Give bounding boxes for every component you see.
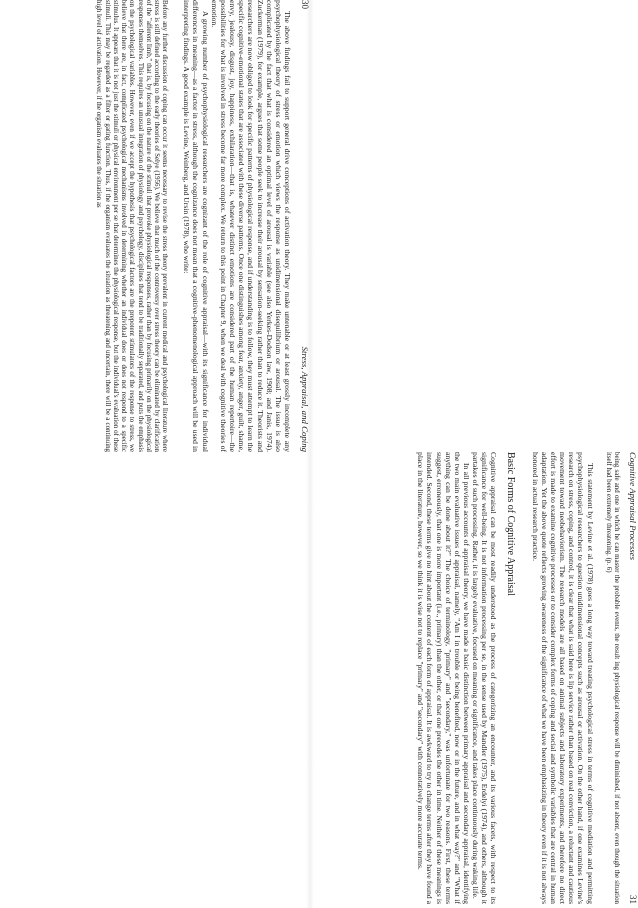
right-page (320, 452, 638, 904)
left-page (0, 0, 310, 452)
left-running-head (296, 0, 310, 452)
body-paragraph: In all previous accounts of appraisal theory, we have made a basic distinction between primary appraisal and secondary appraisal, identifying the two main evaluative issues of appraisal, namely, "Am I in trouble or being benefited, now or in the future, and in what way?" and "What if anything can be done about it?" The choice of terminology, "primary" and "secondary," was unfortunate for two reasons. First, these terms suggest, erroneously, that one is more important (i.e., primary) than the other, or that one precedes the other in time. Neither of these meanings is intended. Second, these terms give no hint about the content of each form of appraisal. It is awkward to try to change terms after they have found a place in the literature, however, so we think it is wise not to replace "primary" and "secondary" with connotatively more accurate terms. (416, 452, 472, 904)
block-quote: Before any further discussion of coping can occur it seems necessary to revise the stress theory prevalent in current medical and psychological literature where stress is still defined according to the early theories of Selye (1956). We believe that much of the controversy over stress theory can be eliminated by clarification of the "afferent limb," that is, by focusing on the nature of the stimuli that provoke physiological responses, rather than by focusing primarily on the physiological responses themselves. This requires an unusual integration of physiology and psychology, disciplines that tend to be traditionally separated, and puts the emphasis on the psychological variables. However, even if we accept the hypothesis that psychological factors are the prepotent stimulators of the response to stress, we believe that there are, in fact, complicated psychological mechanisms involved in determining whether an individual does or does not respond to a specific stimulus. It appears that it is not just the stimuli or physical environment per se that determines the physiological response, but the individual's evaluation of these stimuli. This may be regarded as a filter or gating function. Thus, if the organism evaluates the situation as threatening and uncertain, there will be a continuing high level of activation. However, if the organism evaluates the situation as (95, 0, 169, 452)
page-number-right: 31 (628, 895, 638, 904)
section-heading: Basic Forms of Cognitive Appraisal (505, 452, 517, 596)
block-quote-continuation: being safe and one in which he can master the probable events, the result ing physiological response will be diminished, if not absent, even though the situation itself had been extremely threatening. (p. 6) (604, 452, 620, 904)
body-paragraph: Cognitive appraisal can be most readily understood as the process of categorizing an encounter, and its various facets, with respect to its significance for well-being. It is not information processing per se, in the sense used by Mandler (1975), Erdelyi (1974), and others, although it partakes of such processing. Rather, it is largely evaluative, focused on meaning or significance, and takes place continuously during waking life. (471, 452, 499, 904)
body-paragraph: A growing number of psychophysiological researchers are cognizant of the role of cognitive appraisal—with its significance for individual differences in meaning—as a factor in stress, although the cognizance does not mean that a cognitive-phenomenological approach will be used in interpreting findings. A good example is Levine, Weinberg, and Ursin (1978), who write: (182, 0, 210, 452)
page-number-left: 30 (300, 0, 310, 9)
running-head-right: Cognitive Appraisal Processes (628, 452, 638, 560)
body-paragraph: This statement by Levine et al. (1978) goes a long way toward treating psychological stress in terms of cognitive mediation and permitting psychophysiological researchers to question unidimensional concepts such as arousal or activation. On the other hand, if one examines Levine's research on stress, coping, and control, it is clear that what is said here is lip service rather than based on real conviction, a reluctant and cautious movement toward neobehaviorism. The research models are all based on animal subjects and laboratory experiments, and therefore no direct effort is made to examine cognitive processes or to consider complex forms of coping and social and symbolic variables that are central in human adaptation. Yet the above quote reflects growing awareness of the significance of what we have been emphasizing in theory even if it is not always honored in actual research practice. (530, 452, 595, 904)
body-paragraph: The above findings fail to support general drive conceptions of activation theory. They make untenable or at least grossly incomplete any psychophysiological theory of stress or emotion which views the response as unidimensional disequilibrium or arousal. The issue is also complicated by the fact that what is considered an optimal level of arousal is variable (see also Yerkes-Dodson law, 1908; and Janis, 1974). Zuckerman (1979), for example, argues that some people seek to increase their arousal by sensation-seeking rather than to reduce it. Theorists and researchers are now obliged to look for specific patterns of physiological response, and if understanding is to follow, they must attempt to learn the specific cognitive-emotional states that are associated with these diverse patterns. Once one distinguishes among fear, anxiety, anger, guilt, shame, envy, jealousy, disgust, joy, happiness, exhilaration—that is, whatever distinct emotions are considered part of the human repertoire—the possibilities for what is involved in stress become far more complex. We return to this point in Chapter 9, when we deal with cognitive theories of emotion. (209, 0, 292, 452)
running-head-left: Stress, Appraisal, and Coping (300, 346, 310, 452)
right-running-head (624, 452, 638, 904)
